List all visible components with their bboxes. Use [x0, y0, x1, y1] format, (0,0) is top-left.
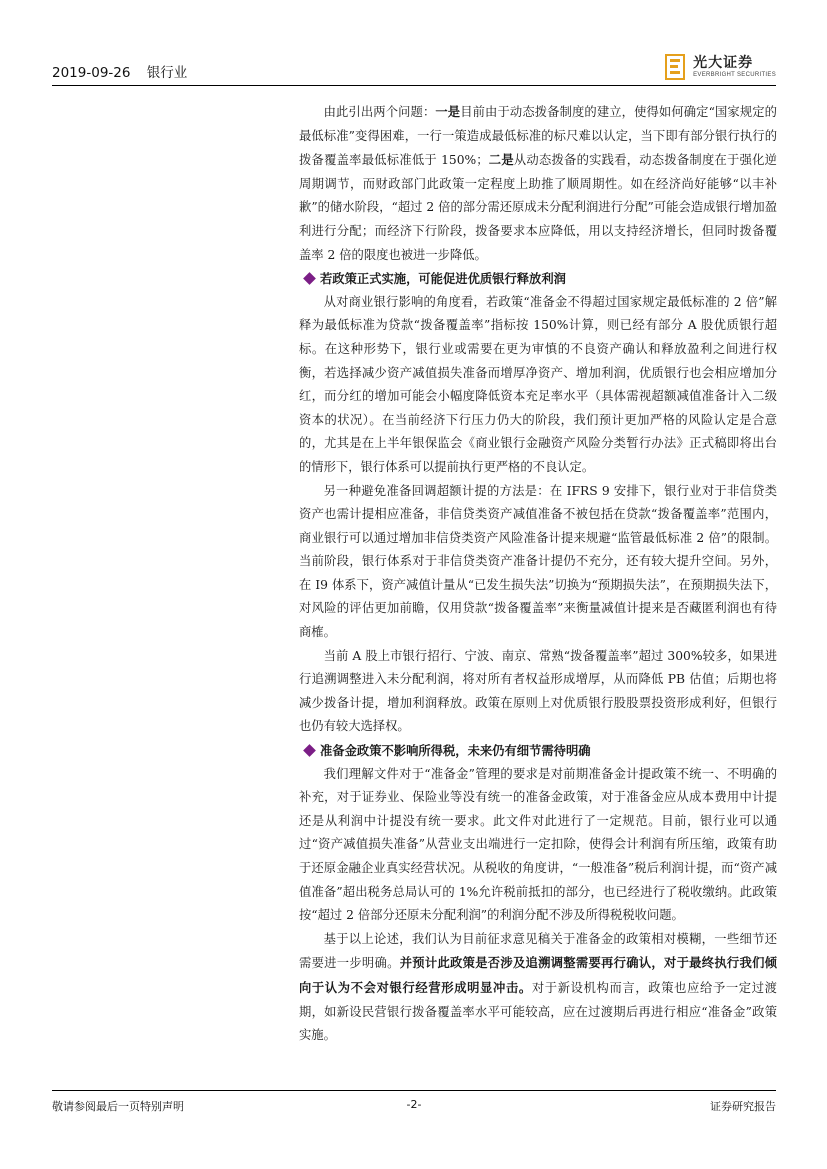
paragraph-3: 另一种避免准备回调超额计提的方法是：在 IFRS 9 安排下，银行业对于非信贷类资产也需计提相应准备，非信贷类资产减值准备不被包括在贷款“拨备覆盖率”范围内，商业银行可以通过增加非信贷类资产风险准备计提来规避“监管最低标准 2 倍”的限制。当前阶段，银行体系对于非信贷类资产准备计提仍不充分，还有较大提升空间。另外，在 I9 体系下，资产减值计量从“已发生损失法”切换为“预期损失法”，在预期损失法下，对风险的评估更加前瞻，仅用贷款“拨备覆盖率”来衡量减值计提来是否藏匿利润也有待商榷。: [299, 483, 777, 640]
diamond-bullet-icon: [303, 744, 316, 757]
report-body: [299, 100, 777, 1048]
header-divider: [52, 85, 776, 86]
diamond-bullet-icon: [303, 273, 316, 286]
page-footer: [52, 1098, 776, 1116]
footer-report-type: 证券研究报告: [710, 1100, 776, 1113]
page-number: -2-: [406, 1098, 422, 1111]
section-heading-2: 准备金政策不影响所得税，未来仍有细节需待明确: [299, 739, 777, 763]
footer-divider: [52, 1090, 776, 1091]
everbright-logo-icon: [665, 54, 687, 80]
section-heading-1: 若政策正式实施，可能促进优质银行释放利润: [299, 267, 777, 291]
logo-name-cn: 光大证券: [693, 55, 754, 71]
paragraph-5: 我们理解文件对于“准备金”管理的要求是对前期准备金计提政策不统一、不明确的补充，对于证券业、保险业等没有统一的准备金政策，对于准备金应从成本费用中计提还是从利润中计提没有统一要求。此文件对此进行了一定规范。目前，银行业可以通过“资产减值损失准备”从营业支出端进行一定扣除，使得会计利润有所压缩，政策有助于还原金融企业真实经营状况。从税收的角度讲，“一般准备”税后利润计提，而“资产减值准备”超出税务总局认可的 1%允许税前抵扣的部分，也已经进行了税收缴纳。此政策按“超过 2 倍部分还原未分配利润”的利润分配不涉及所得税税收问题。: [299, 766, 777, 923]
industry-label: 银行业: [146, 65, 188, 81]
company-logo: [665, 52, 776, 82]
footer-disclaimer: 敬请参阅最后一页特别声明: [52, 1100, 184, 1113]
page-header: [52, 52, 776, 86]
paragraph-4: 当前 A 股上市银行招行、宁波、南京、常熟“拨备覆盖率”超过 300%较多，如果进行追溯调整进入未分配利润，将对所有者权益形成增厚，从而降低 PB 估值；后期也将减少拨备计提，增加利润释放。政策在原则上对优质银行股股票投资形成利好，但银行也仍有较大选择权。: [299, 648, 777, 734]
paragraph-1: 由此引出两个问题：一是目前由于动态拨备制度的建立，使得如何确定“国家规定的最低标准”变得困难，一行一策造成最低标准的标尺难以认定，当下即有部分银行执行的拨备覆盖率最低标准低于 150%；二是从动态拨备的实践看，动态拨备制度在于强化逆周期调节，而财政部门此政策一定程度上助推了顺周期性。如在经济尚好能够“以丰补歉”的储水阶段，“超过 2 倍的部分需还原成未分配利润进行分配”可能会造成银行增加盈利进行分配；而经济下行阶段，拨备要求本应降低，用以支持经济增长，但同时拨备覆盖率 2 倍的限度也被进一步降低。: [299, 104, 777, 262]
paragraph-6: 基于以上论述，我们认为目前征求意见稿关于准备金的政策相对模糊，一些细节还需要进一步明确。并预计此政策是否涉及追溯调整需要再行确认，对于最终执行我们倾向于认为不会对银行经营形成明显冲击。对于新设机构而言，政策也应给予一定过渡期，如新设民营银行拨备覆盖率水平可能较高，应在过渡期后再进行相应“准备金”政策实施。: [299, 931, 777, 1043]
report-date: 2019-09-26: [52, 65, 131, 81]
logo-name-en: EVERBRIGHT SECURITIES: [693, 72, 776, 78]
paragraph-2: 从对商业银行影响的角度看，若政策“准备金不得超过国家规定最低标准的 2 倍”解释为最低标准为贷款“拨备覆盖率”指标按 150%计算，则已经有部分 A 股优质银行超标。在这种形势下，银行业或需要在更为审慎的不良资产确认和释放盈利之间进行权衡，若选择减少资产减值损失准备而增厚净资产、增加利润，优质银行也会相应增加分红，而分红的增加可能会小幅度降低资本充足率水平（具体需视超额减值准备计入二级资本的状况）。在当前经济下行压力仍大的阶段，我们预计更加严格的风险认定是合意的，尤其是在上半年银保监会《商业银行金融资产风险分类暂行办法》正式稿即将出台的情形下，银行体系可以提前执行更严格的不良认定。: [299, 294, 777, 474]
header-meta: [52, 61, 199, 81]
